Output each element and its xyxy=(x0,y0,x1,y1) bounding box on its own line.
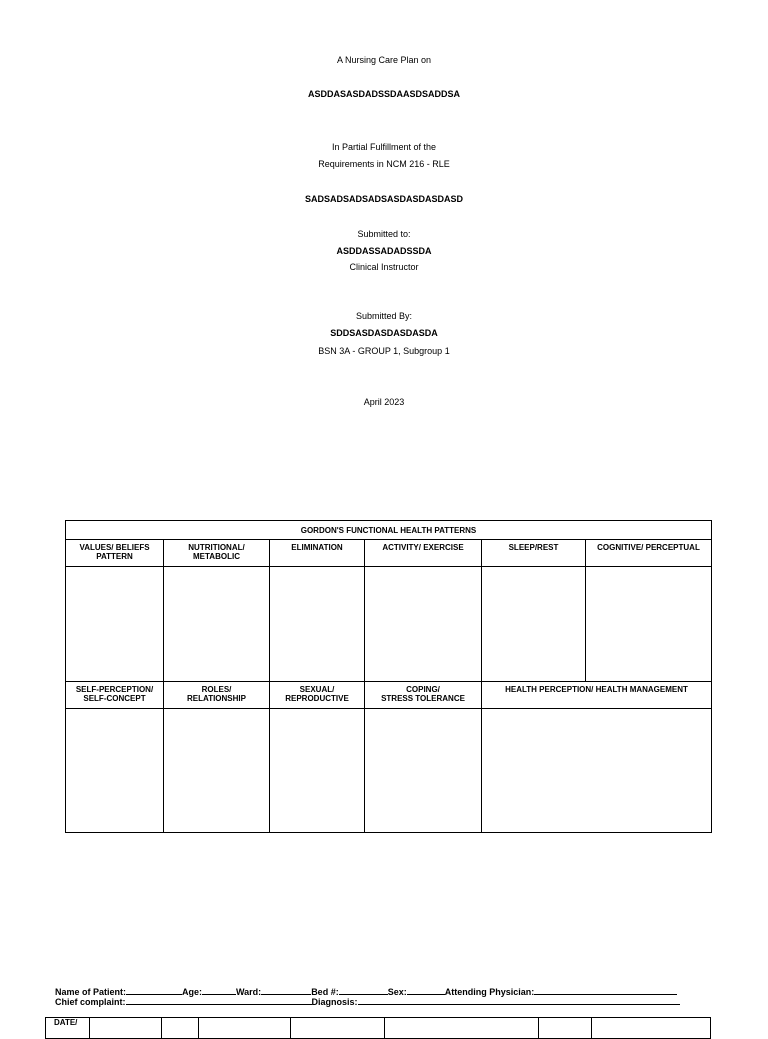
patient-name-field[interactable] xyxy=(126,986,182,995)
care-header-cell xyxy=(199,1018,291,1039)
physician-field[interactable] xyxy=(534,986,677,995)
care-header-cell xyxy=(539,1018,592,1039)
care-plan-table xyxy=(45,1017,711,1039)
student-name: SDDSASDASDASDASDA xyxy=(330,328,438,338)
bed-label: Bed #: xyxy=(311,987,339,997)
cell-values-beliefs[interactable] xyxy=(66,567,164,682)
cell-roles-relationship[interactable] xyxy=(164,709,270,833)
cell-coping-stress[interactable] xyxy=(365,709,482,833)
gordon-patterns-table xyxy=(65,520,712,833)
sex-label: Sex: xyxy=(387,987,407,997)
diagnosis-label: Diagnosis: xyxy=(311,997,358,1007)
fulfillment-line-1: In Partial Fulfillment of the xyxy=(331,142,437,152)
care-header-cell xyxy=(162,1018,199,1039)
patient-name-label: Name of Patient: xyxy=(55,987,127,997)
cell-sleep-rest[interactable] xyxy=(482,567,586,682)
course-name: SADSADSADSADSASDASDASDASD xyxy=(304,194,464,204)
age-field[interactable] xyxy=(202,986,236,995)
gordon-table-title: GORDON'S FUNCTIONAL HEALTH PATTERNS xyxy=(66,521,712,540)
complaint-label: Chief complaint: xyxy=(55,997,126,1007)
cell-activity-exercise[interactable] xyxy=(365,567,482,682)
care-header-cell xyxy=(592,1018,711,1039)
header-roles-relationship: ROLES/ RELATIONSHIP xyxy=(164,682,270,709)
header-coping-stress: COPING/ STRESS TOLERANCE xyxy=(365,682,482,709)
header-sexual-reproductive: SEXUAL/ REPRODUCTIVE xyxy=(270,682,365,709)
complaint-field[interactable] xyxy=(126,996,312,1005)
header-activity-exercise: ACTIVITY/ EXERCISE xyxy=(365,540,482,567)
header-values-beliefs: VALUES/ BELIEFS PATTERN xyxy=(66,540,164,567)
cell-cognitive-perceptual[interactable] xyxy=(586,567,712,682)
header-sleep-rest: SLEEP/REST xyxy=(482,540,586,567)
cell-sexual-reproductive[interactable] xyxy=(270,709,365,833)
cell-health-perception[interactable] xyxy=(482,709,712,833)
header-nutritional-metabolic: NUTRITIONAL/ METABOLIC xyxy=(164,540,270,567)
ward-label: Ward: xyxy=(236,987,262,997)
care-header-cell xyxy=(385,1018,539,1039)
header-cognitive-perceptual: COGNITIVE/ PERCEPTUAL xyxy=(586,540,712,567)
submitted-to-label: Submitted to: xyxy=(357,229,411,239)
bed-field[interactable] xyxy=(339,986,388,995)
physician-label: Attending Physician: xyxy=(444,987,535,997)
submitted-by-label: Submitted By: xyxy=(355,311,413,321)
cell-elimination[interactable] xyxy=(270,567,365,682)
sex-field[interactable] xyxy=(407,986,445,995)
cell-nutritional-metabolic[interactable] xyxy=(164,567,270,682)
care-header-cell xyxy=(291,1018,385,1039)
cover-topic: ASDDASASDADSSDAASDSADDSA xyxy=(307,89,460,99)
diagnosis-field[interactable] xyxy=(358,996,680,1005)
ward-field[interactable] xyxy=(261,986,311,995)
cover-heading: A Nursing Care Plan on xyxy=(336,55,432,65)
instructor-title: Clinical Instructor xyxy=(349,262,419,272)
header-health-perception: HEALTH PERCEPTION/ HEALTH MANAGEMENT xyxy=(482,682,712,709)
cell-self-perception[interactable] xyxy=(66,709,164,833)
header-self-perception: SELF-PERCEPTION/ SELF-CONCEPT xyxy=(66,682,164,709)
age-label: Age: xyxy=(182,987,203,997)
patient-info-line-2 xyxy=(55,996,680,1007)
instructor-name: ASDDASSADADSSDA xyxy=(336,246,432,256)
care-header-date: DATE/ xyxy=(46,1018,90,1039)
fulfillment-line-2: Requirements in NCM 216 - RLE xyxy=(318,159,450,169)
student-group: BSN 3A - GROUP 1, Subgroup 1 xyxy=(318,346,450,356)
care-header-cell xyxy=(90,1018,162,1039)
header-elimination: ELIMINATION xyxy=(270,540,365,567)
submission-date: April 2023 xyxy=(363,397,405,407)
